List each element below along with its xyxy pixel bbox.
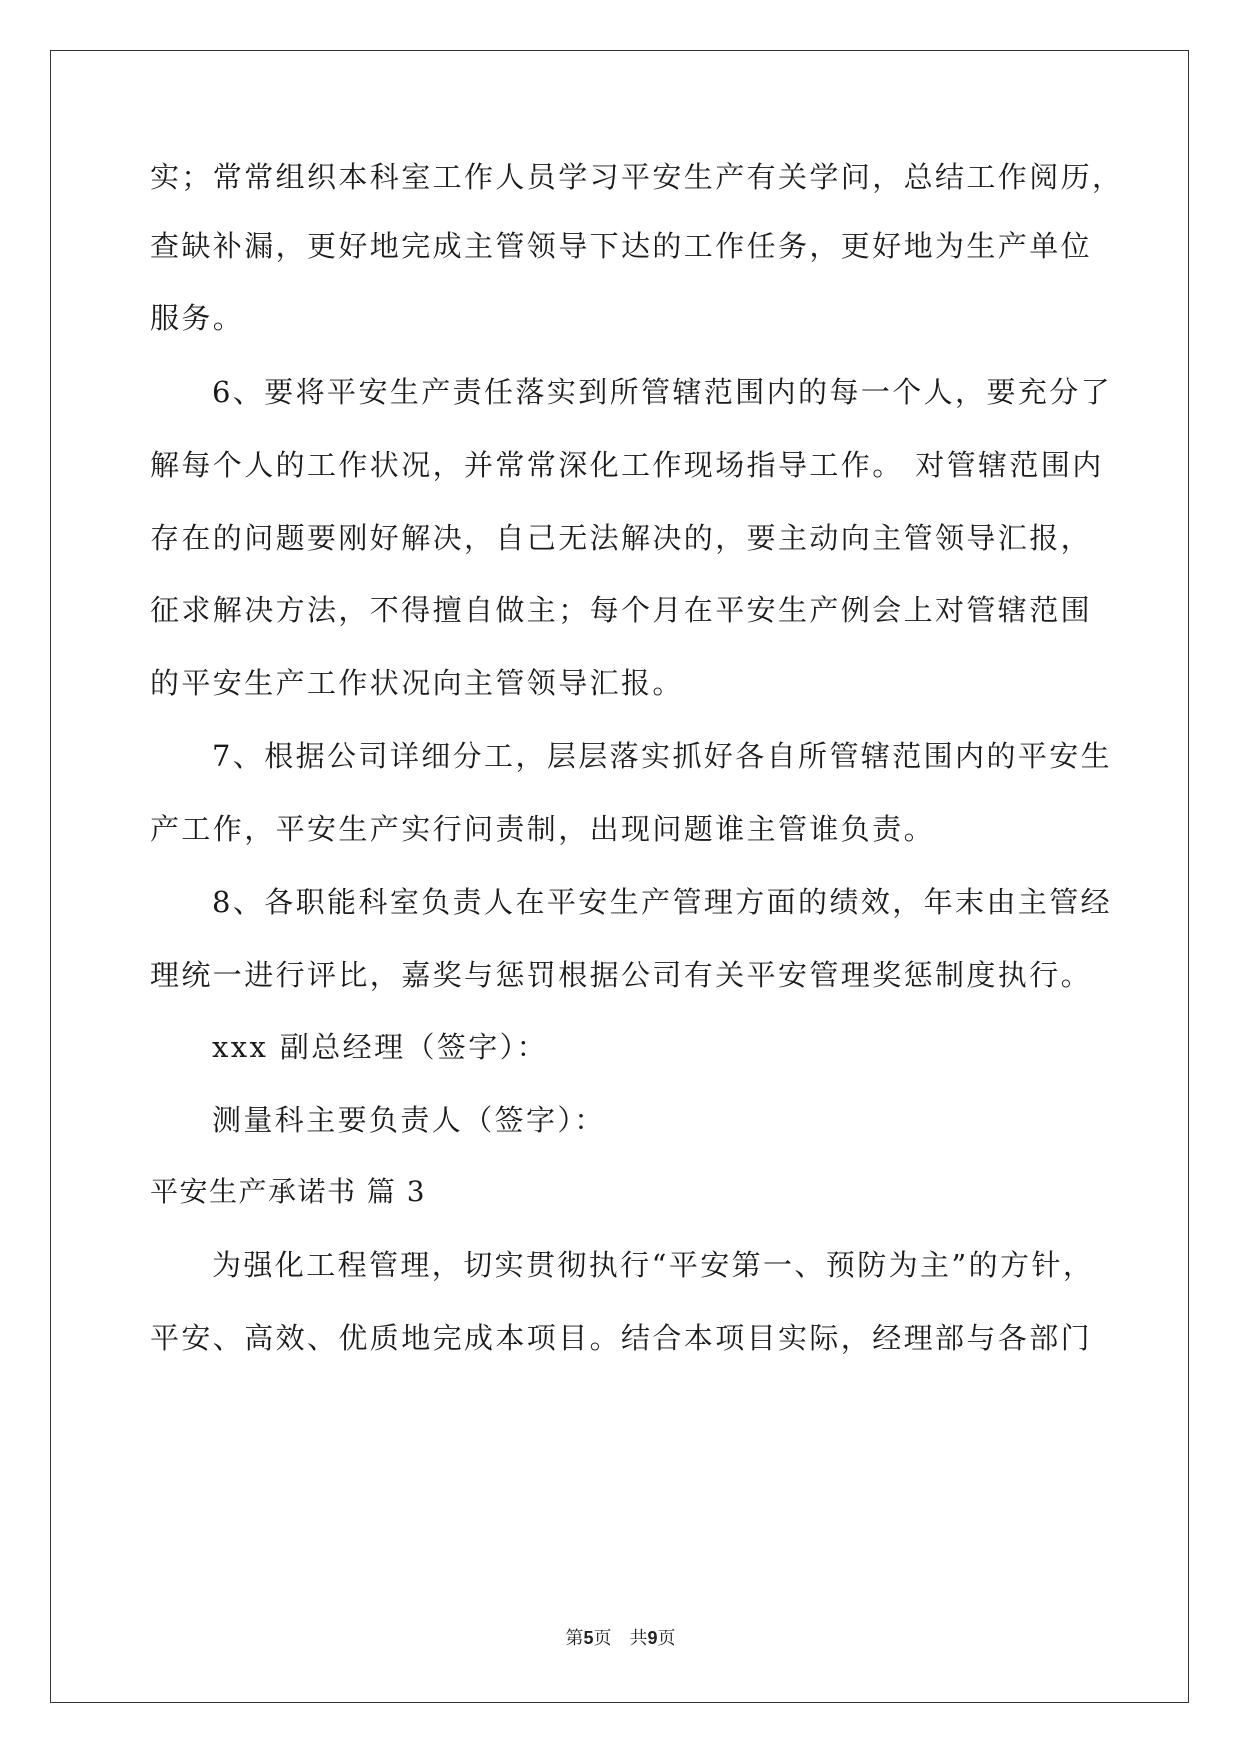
section-heading: 平安生产承诺书 篇 3 bbox=[150, 1175, 427, 1208]
paragraph-line: 查缺补漏，更好地完成主管领导下达的工作任务，更好地为生产单位 bbox=[150, 229, 1093, 263]
paragraph-line: 平安、高效、优质地完成本项目。结合本项目实际，经理部与各部门 bbox=[150, 1321, 1093, 1355]
signature-line: 测量科主要负责人（签字）： bbox=[212, 1103, 606, 1137]
paragraph-line: 6、要将平安生产责任落实到所管辖范围内的每一个人，要充分了 bbox=[212, 375, 1113, 409]
total-pages-number: 9 bbox=[647, 1628, 658, 1648]
footer-mid: 页 共 bbox=[593, 1628, 648, 1649]
paragraph-line: 服务。 bbox=[150, 301, 245, 335]
footer-prefix: 第 bbox=[565, 1628, 584, 1649]
paragraph-line: 7、根据公司详细分工，层层落实抓好各自所管辖范围内的平安生 bbox=[212, 739, 1113, 773]
paragraph-line: 产工作，平安生产实行问责制，出现问题谁主管谁负责。 bbox=[150, 812, 936, 846]
paragraph-line: 为强化工程管理，切实贯彻执行“平安第一、预防为主”的方针， bbox=[212, 1248, 1095, 1282]
paragraph-line: 存在的问题要刚好解决，自己无法解决的，要主动向主管领导汇报， bbox=[150, 521, 1093, 555]
paragraph-line: 的平安生产工作状况向主管领导汇报。 bbox=[150, 666, 684, 700]
signature-line: xxx 副总经理（签字）： bbox=[212, 1030, 548, 1064]
page-footer bbox=[0, 1626, 1241, 1651]
current-page-number: 5 bbox=[583, 1628, 594, 1648]
paragraph-line: 8、各职能科室负责人在平安生产管理方面的绩效，年末由主管经 bbox=[212, 885, 1113, 919]
paragraph-line: 解每个人的工作状况，并常常深化工作现场指导工作。 对管辖范围内 bbox=[150, 448, 1104, 482]
footer-suffix: 页 bbox=[657, 1628, 676, 1649]
paragraph-line: 理统一进行评比，嘉奖与惩罚根据公司有关平安管理奖惩制度执行。 bbox=[150, 958, 1093, 992]
paragraph-line: 实；常常组织本科室工作人员学习平安生产有关学问，总结工作阅历， bbox=[150, 160, 1124, 194]
paragraph-line: 征求解决方法，不得擅自做主；每个月在平安生产例会上对管辖范围 bbox=[150, 593, 1093, 627]
